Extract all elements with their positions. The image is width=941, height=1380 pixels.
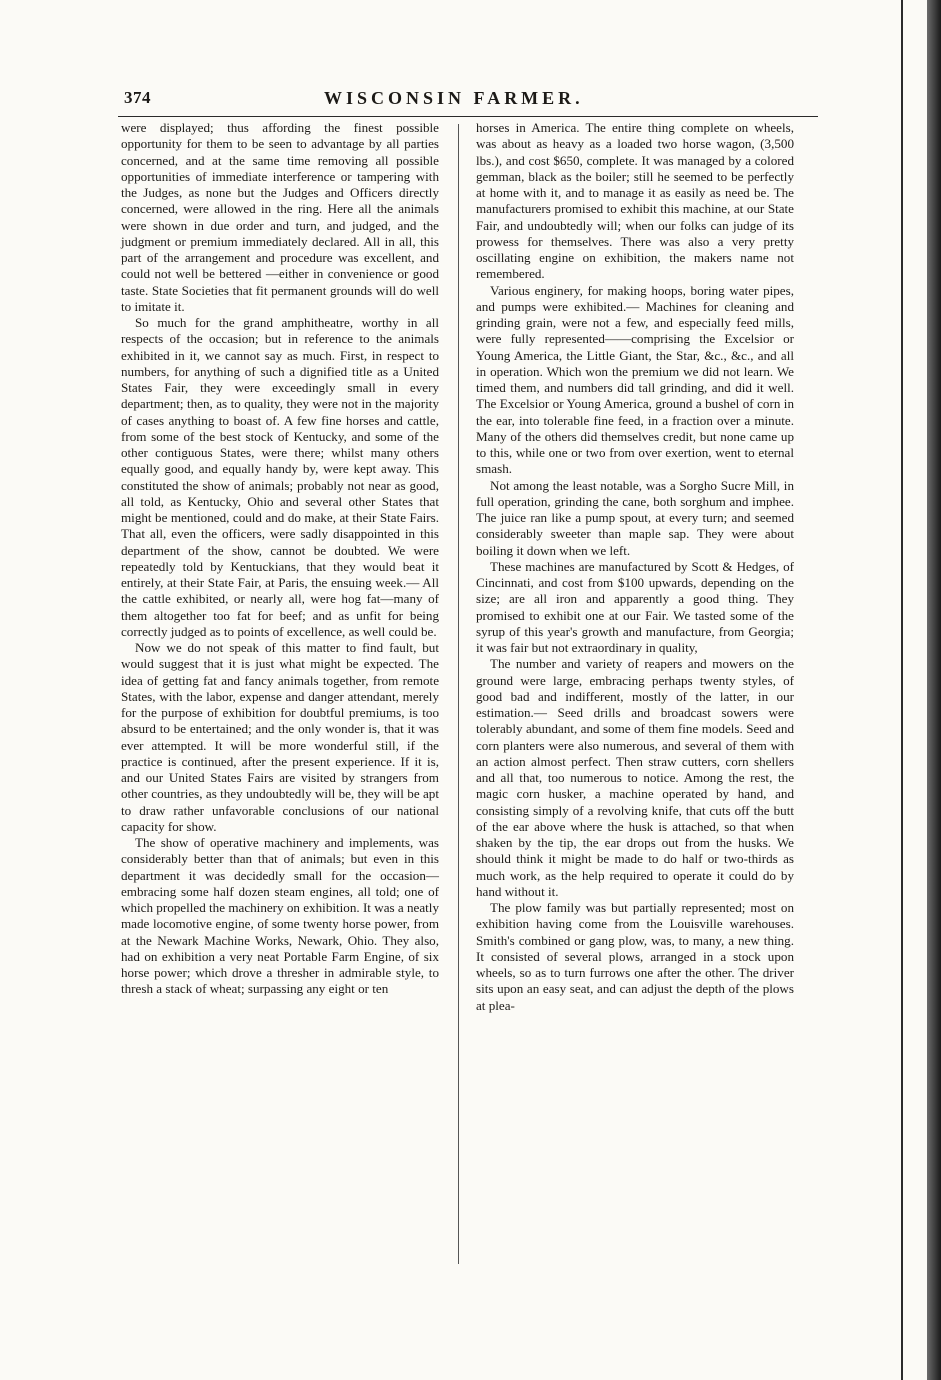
page-header [118,88,818,112]
column-divider [458,124,459,1264]
header-rule [118,116,818,117]
right-column [476,120,794,1014]
left-paragraph-3: Now we do not speak of this matter to find fault, but would suggest that it is just what might be expected. The idea of getting fat and fancy animals together, from remote States, with the labor, expense and danger attendant, merely for the purpose of exhibition for doubtful premiums, is too absurd to be entertained; and the only wonder is, that it was ever attempted. It will be more wonderful still, if the practice is continued, after the present experience. If it is, and our United States Fairs are visited by strangers from other countries, as they undoubtedly will be, they will be apt to draw rather unfavorable conclusions of our national capacity for show. [121,640,439,834]
left-paragraph-4: The show of operative machinery and implements, was considerably better than that of animals; but even in this department it was decidedly small for the occasion—embracing some half dozen steam engines, all told; one of which propelled the machinery on exhibition. It was a neatly made locomotive engine, of some twenty horse power, from at the Newark Machine Works, Newark, Ohio. They also, had on exhibition a very neat Portable Farm Engine, of six horse power; which drove a thresher in admirable style, to thresh a stack of wheat; surpassing any eight or ten [121,835,439,997]
right-paragraph-6: The plow family was but partially represented; most on exhibition having come from the Louisville warehouses. Smith's combined or gang plow, was, to many, a new thing. It consisted of several plows, arranged in a stock upon wheels, so as to turn furrows one after the other. The driver sits upon an easy seat, and can adjust the depth of the plows at plea- [476,900,794,1013]
right-paragraph-4: These machines are manufactured by Scott & Hedges, of Cincinnati, and cost from $100 upwards, depending on the size; are all iron and apparently a good thing. They promised to exhibit one at our Fair. We tasted some of the syrup of this year's growth and manufacture, from Georgia; it was fair but not extraordinary in quality, [476,558,794,655]
right-paragraph-2: Various enginery, for making hoops, boring water pipes, and pumps were exhibited.— Machines for cleaning and grinding grain, were not a few, and especially feed mills, were fully represented——comprising the Excelsior or Young America, the Little Giant, the Star, &c., &c., and all in operation. Which won the premium we did not learn. We timed them, and numbers did tall grinding, and did it well. The Excelsior or Young America, ground a bushel of corn in the ear, into tolerable fine feed, in a fraction over a minute. Many of the others did themselves credit, but none came up to this, while one or two from over exertion, went to eternal smash. [476,282,794,477]
right-paragraph-5: The number and variety of reapers and mowers on the ground were large, embracing perhaps twenty styles, of good bad and indifferent, mostly of the latter, in our estimation.— Seed drills and broadcast sowers were tolerably abundant, and some of them fine models. Seed and corn planters were also numerous, and several of them with an action almost perfect. Then straw cutters, corn shellers and all that, too numerous to notice. Among the rest, the magic corn husker, a machine operated by hand, and consisting simply of a revolving knife, that cuts off the butt of the ear above where the husk is attached, so that when shaken by the tip, the ear drops out from the husks. We should think it might be made to do half or two-thirds as much work, as the help required to operate it could do by hand without it. [476,656,794,899]
right-paragraph-1: horses in America. The entire thing complete on wheels, was about as heavy as a loaded two horse wagon, (3,500 lbs.), and cost $650, complete. It was managed by a colored gemman, black as the boiler; still he seemed to be perfectly at home with it, and to manage it as easily as need be. The manufacturers promised to exhibit this machine, at our State Fair, and undoubtedly will; when our folks can judge of its prowess for themselves. There was also a very pretty oscillating engine on exhibition, the makers name not remembered. [476,120,794,282]
journal-title: WISCONSIN FARMER. [324,88,584,108]
left-paragraph-2: So much for the grand amphitheatre, worthy in all respects of the occasion; but in reference to the animals exhibited in it, we cannot say as much. First, in respect to numbers, for anything of such a dignified title as a United States Fair, they were exceedingly small in every department; then, as to quality, they were not in the majority of cases anything to boast of. A few fine horses and cattle, from some of the best stock of Kentucky, and some of the other contiguous States, were there; whilst many others equally good, and equally handy by, were kept away. This constituted the show of animals; probably not near as good, all told, as Kentucky, Ohio and several other States that might be mentioned, could and do make, at their State Fairs. That all, even the officers, were sadly disappointed in this department of the show, cannot be doubted. We were repeatedly told by Kentuckians, that they would beat it entirely, at their State Fair, at Paris, the ensuing week.— All the cattle exhibited, or nearly all, were hog fat—many of them altogether too fat for beef; and as unfit for being correctly judged as to points of excellence, as well could be. [121,315,439,639]
page-edge-shadow [927,0,941,1380]
right-paragraph-3: Not among the least notable, was a Sorgho Sucre Mill, in full operation, grinding the cane, both sorghum and imphee. The juice ran like a pump spout, at every turn; and seemed considerably sweeter than maple sap. They were about boiling it down when we left. [476,477,794,558]
page-edge-line [901,0,903,1380]
page-number: 374 [124,88,151,107]
left-column [121,120,439,998]
left-paragraph-1: were displayed; thus affording the finest possible opportunity for them to be seen to advantage by all parties concerned, and at the same time removing all possible opportunities of immediate interference or tampering with the Judges, as none but the Judges and Officers directly concerned, were allowed in the ring. Here all the animals were shown in due order and turn, and judged, and the judgment or premium immediately declared. All in all, this part of the arrangement and procedure was excellent, and could not well be bettered —either in convenience or good taste. State Societies that fit permanent grounds will do well to imitate it. [121,120,439,314]
